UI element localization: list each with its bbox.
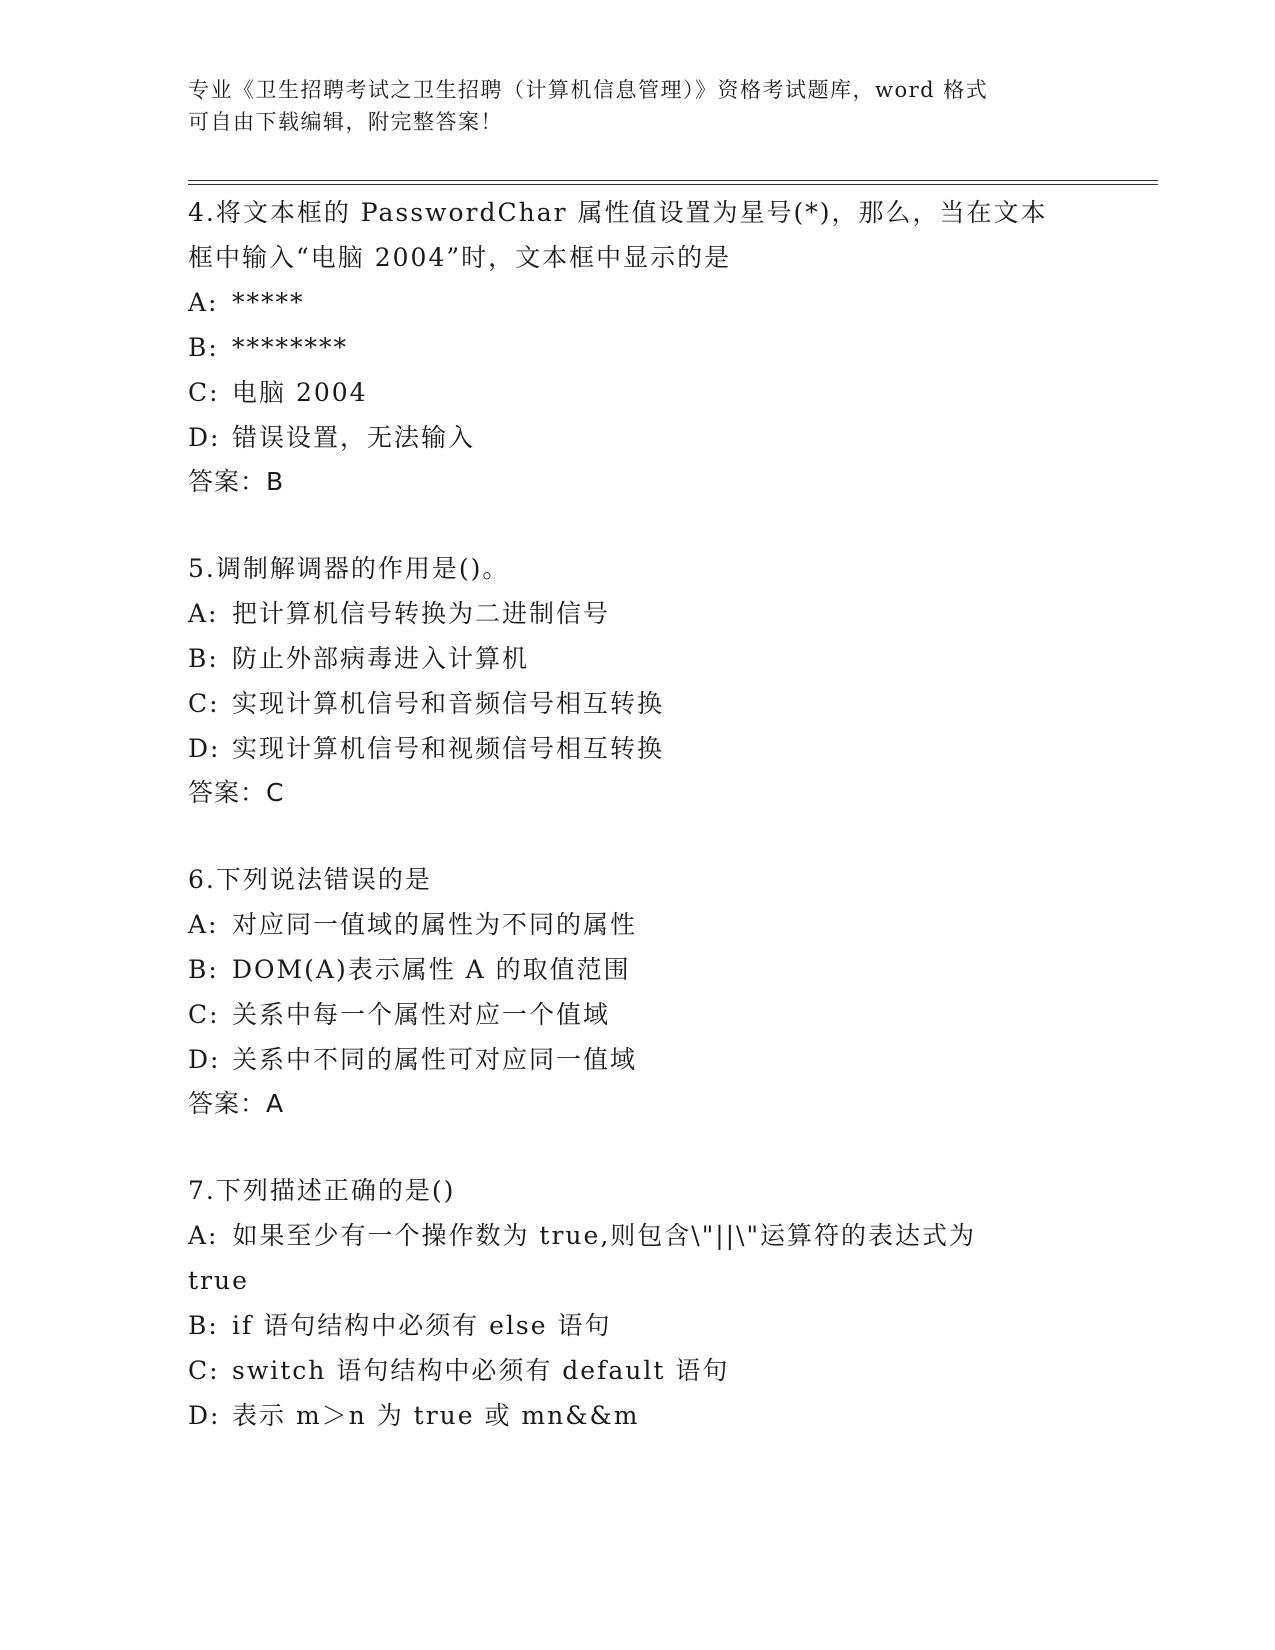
- option-text: 错误设置，无法输入: [232, 423, 476, 452]
- option-b: [188, 947, 1088, 992]
- answer-key: 答案：B: [188, 467, 285, 496]
- option-letter: A:: [188, 910, 219, 939]
- option-a: [188, 280, 1088, 325]
- header-line-2: 可自由下载编辑，附完整答案！: [188, 110, 503, 134]
- answer-key: 答案：C: [188, 778, 285, 807]
- option-text: switch 语句结构中必须有 default 语句: [232, 1356, 730, 1385]
- option-d: [188, 1037, 1088, 1082]
- option-text: 对应同一值域的属性为不同的属性: [232, 910, 638, 939]
- option-letter: C:: [188, 689, 220, 718]
- question-stem: 4.将文本框的 PasswordChar 属性值设置为星号(*)，那么，当在文本: [188, 198, 1048, 227]
- option-a: [188, 1213, 1088, 1258]
- document-header: [188, 74, 1088, 138]
- option-text: ********: [232, 333, 348, 362]
- option-letter: D:: [188, 1401, 221, 1430]
- question-stem: 5.调制解调器的作用是()。: [188, 554, 510, 583]
- option-a: [188, 591, 1088, 636]
- answer-key: 答案：A: [188, 1089, 285, 1118]
- option-text: 关系中不同的属性可对应同一值域: [232, 1045, 638, 1074]
- option-letter: C:: [188, 1000, 220, 1029]
- question-4: [188, 190, 1088, 504]
- option-d: [188, 415, 1088, 460]
- option-text: DOM(A)表示属性 A 的取值范围: [232, 955, 631, 984]
- option-text: 实现计算机信号和音频信号相互转换: [232, 689, 665, 718]
- option-letter: A:: [188, 1221, 219, 1250]
- option-text: 实现计算机信号和视频信号相互转换: [232, 734, 665, 763]
- header-divider-bottom: [188, 184, 1158, 185]
- option-letter: D:: [188, 734, 221, 763]
- question-list: [188, 190, 1088, 1438]
- option-text-continued: true: [188, 1266, 249, 1295]
- option-letter: B:: [188, 1311, 219, 1340]
- option-text: *****: [232, 288, 305, 317]
- question-stem-continued: 框中输入“电脑 2004”时，文本框中显示的是: [188, 243, 732, 272]
- option-letter: B:: [188, 333, 219, 362]
- question-6: [188, 857, 1088, 1126]
- header-line-1: 专业《卫生招聘考试之卫生招聘（计算机信息管理）》资格考试题库，word 格式: [188, 78, 989, 102]
- option-text: 把计算机信号转换为二进制信号: [232, 599, 611, 628]
- option-letter: B:: [188, 644, 219, 673]
- option-a: [188, 902, 1088, 947]
- header-divider-top: [188, 180, 1158, 181]
- option-letter: C:: [188, 1356, 220, 1385]
- option-text: if 语句结构中必须有 else 语句: [232, 1311, 612, 1340]
- option-letter: A:: [188, 599, 219, 628]
- question-stem: 7.下列描述正确的是(): [188, 1176, 456, 1205]
- question-stem: 6.下列说法错误的是: [188, 865, 432, 894]
- option-text: 电脑 2004: [232, 378, 368, 407]
- option-letter: A:: [188, 288, 219, 317]
- option-c: [188, 1348, 1088, 1393]
- option-b: [188, 636, 1088, 681]
- option-letter: D:: [188, 423, 221, 452]
- option-text: 关系中每一个属性对应一个值域: [232, 1000, 611, 1029]
- option-d: [188, 726, 1088, 771]
- option-c: [188, 681, 1088, 726]
- option-text: 如果至少有一个操作数为 true,则包含\"||\"运算符的表达式为: [232, 1221, 976, 1250]
- option-text: 表示 m＞n 为 true 或 mn&&m: [232, 1401, 640, 1430]
- option-text: 防止外部病毒进入计算机: [232, 644, 530, 673]
- option-b: [188, 325, 1088, 370]
- option-b: [188, 1303, 1088, 1348]
- option-letter: C:: [188, 378, 220, 407]
- option-letter: D:: [188, 1045, 221, 1074]
- option-letter: B:: [188, 955, 219, 984]
- question-5: [188, 546, 1088, 815]
- option-c: [188, 992, 1088, 1037]
- option-c: [188, 370, 1088, 415]
- option-d: [188, 1393, 1088, 1438]
- question-7: [188, 1168, 1088, 1438]
